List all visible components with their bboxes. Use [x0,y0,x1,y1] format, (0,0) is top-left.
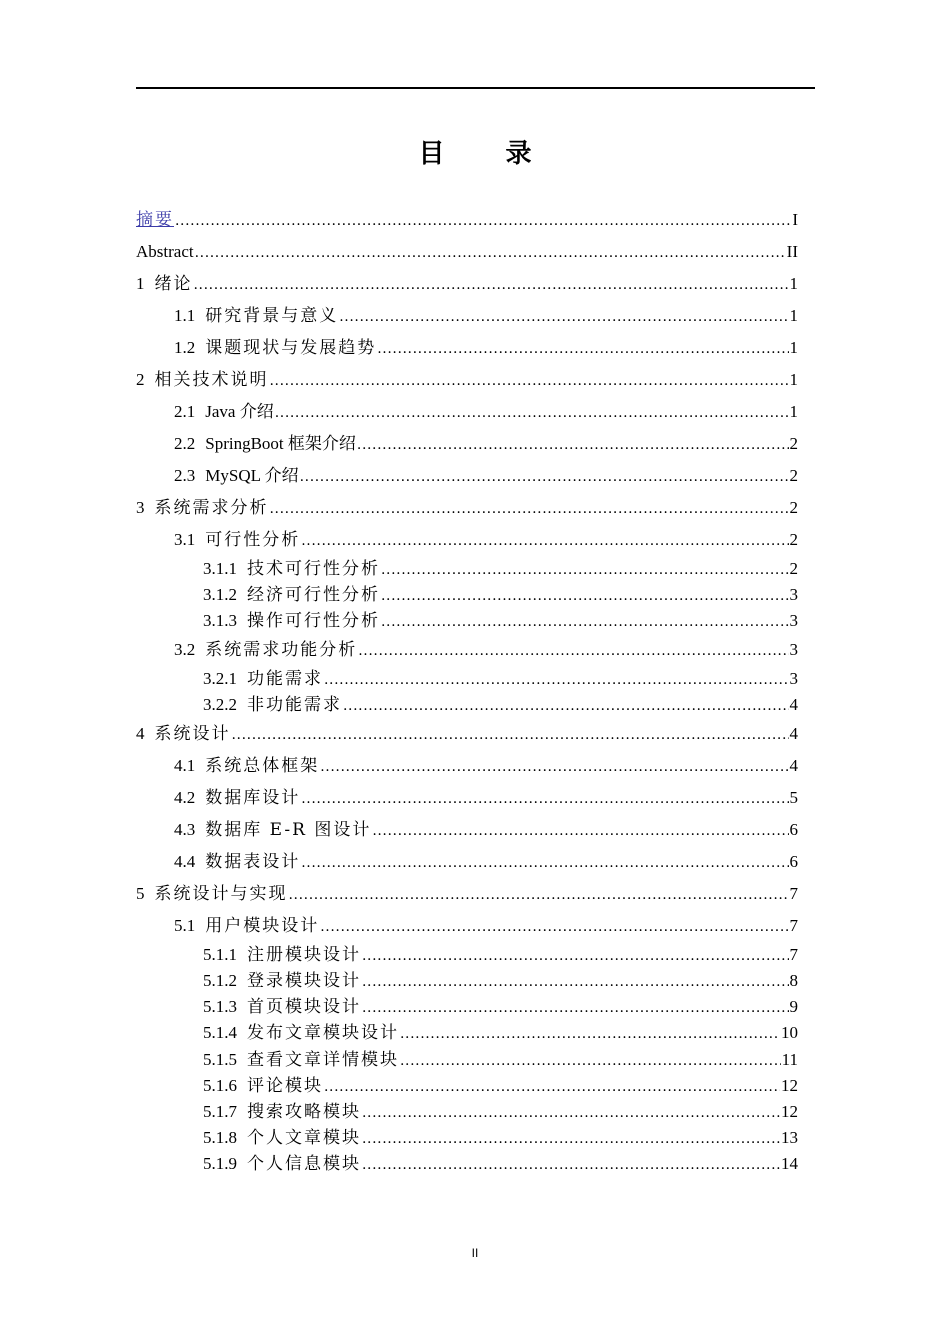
toc-entry[interactable] [203,610,798,632]
toc-entry-text: 系统需求分析 [154,498,269,518]
toc-entry-label [203,1075,323,1097]
toc-entry-text: 个人信息模块 [247,1154,361,1174]
dot-leader [320,755,788,777]
toc-entry[interactable] [203,970,798,992]
toc-entry-number: 2.2 [174,434,196,453]
toc-entry-page: 5 [789,788,798,807]
toc-entry[interactable] [203,1153,798,1175]
dot-leader [320,915,788,937]
toc-entry-page: 3 [789,585,798,604]
toc-entry-label [136,497,269,519]
toc-entry-number: 2 [136,370,145,389]
toc-entry-label [136,883,288,905]
toc-entry-text: 摘要 [136,210,174,230]
toc-entry-number: 5.1.3 [203,997,237,1016]
toc-entry-number: 5.1.4 [203,1023,237,1042]
toc-entry-label [136,241,194,263]
toc-entry-label [203,694,342,716]
toc-entry-text: 用户模块设计 [205,916,320,936]
toc-entry[interactable] [136,723,798,745]
toc-entry-number: 1 [136,274,145,293]
toc-entry-number: 3.1 [174,530,196,549]
toc-entry-page: 7 [789,916,798,935]
toc-entry-label [174,851,300,873]
dot-leader [270,497,789,519]
dot-leader [372,819,788,841]
toc-entry-page: 13 [781,1128,798,1147]
dot-leader [362,1153,780,1175]
toc-entry-label [136,209,174,231]
toc-entry[interactable] [203,1127,798,1149]
dot-leader [301,787,788,809]
toc-entry[interactable] [136,369,798,391]
toc-entry-label [203,944,361,966]
toc-entry-page: 12 [781,1102,798,1121]
toc-entry-label [136,273,193,295]
toc-entry-page: 3 [789,669,798,688]
page-title: 目 录 [418,139,558,169]
toc-entry-text: 功能需求 [247,669,323,689]
toc-entry-number: 5.1.6 [203,1076,237,1095]
toc-entry-number: 3.2.1 [203,669,237,688]
toc-entry-page: 14 [781,1154,798,1173]
toc-entry-label [203,1022,399,1044]
toc-entry[interactable] [174,337,798,359]
toc-entry[interactable] [174,401,798,423]
dot-leader [301,851,788,873]
toc-entry[interactable] [203,1049,798,1071]
toc-entry-number: 5.1 [174,916,196,935]
toc-entry-label [174,465,299,487]
toc-entry-number: 3.1.1 [203,559,237,578]
toc-entry-page: 1 [789,402,798,421]
toc-entry-number: 5.1.2 [203,971,237,990]
dot-leader [362,944,789,966]
toc-entry-label [174,305,338,327]
toc-entry-page: 8 [789,971,798,990]
toc-entry-text: 经济可行性分析 [247,585,380,605]
toc-entry-page: 7 [789,945,798,964]
dot-leader [232,723,789,745]
toc-entry-text: 系统需求功能分析 [205,640,358,660]
toc-entry-label [174,819,371,841]
toc-entry-label [203,558,380,580]
toc-entry[interactable] [203,668,798,690]
toc-entry-number: 5.1.8 [203,1128,237,1147]
toc-entry[interactable] [174,529,798,551]
dot-leader [362,996,789,1018]
dot-leader [362,1127,780,1149]
toc-entry[interactable] [136,273,798,295]
toc-entry-page: 2 [789,559,798,578]
toc-entry-text: 技术可行性分析 [247,559,380,579]
dot-leader [300,465,789,487]
toc-entry-number: 3.2.2 [203,695,237,714]
toc-entry-text: 个人文章模块 [247,1128,361,1148]
toc-entry-text: 数据库 E-R 图设计 [205,820,372,840]
toc-entry-number: 4.2 [174,788,196,807]
toc-entry[interactable] [174,819,798,841]
toc-entry-label [203,1101,361,1123]
toc-entry-page: 9 [789,997,798,1016]
toc-entry[interactable] [203,1101,798,1123]
dot-leader [362,1101,780,1123]
toc-entry-text: 课题现状与发展趋势 [205,338,377,358]
toc-entry-text: MySQL 介绍 [205,466,299,485]
toc-entry-number: 2.1 [174,402,196,421]
toc-entry[interactable] [203,584,798,606]
toc-entry[interactable] [174,915,798,937]
toc-entry[interactable] [174,639,798,661]
toc-entry-text: 相关技术说明 [154,370,269,390]
toc-entry-text: 登录模块设计 [247,971,361,991]
toc-entry-label [203,1127,361,1149]
toc-entry[interactable] [203,694,798,716]
toc-entry-label [174,639,357,661]
toc-entry-text: 系统总体框架 [205,756,320,776]
toc-entry-text: 数据库设计 [205,788,301,808]
toc-entry-page: 3 [789,640,798,659]
toc-entry-page: 2 [789,434,798,453]
dot-leader [289,883,789,905]
toc-entry-text: 非功能需求 [247,695,342,715]
toc-entry-number: 4.1 [174,756,196,775]
toc-entry-text: 系统设计 [154,724,231,744]
toc-entry[interactable] [136,497,798,519]
toc-entry-text: 发布文章模块设计 [247,1023,399,1043]
dot-leader [357,433,789,455]
toc-entry-text: 操作可行性分析 [247,611,380,631]
toc-entry[interactable] [203,944,798,966]
toc-entry-text: 研究背景与意义 [205,306,339,326]
toc-entry-number: 4.4 [174,852,196,871]
toc-entry-number: 4.3 [174,820,196,839]
dot-leader [301,529,788,551]
dot-leader [175,209,791,231]
toc-entry-text: SpringBoot 框架介绍 [205,434,356,453]
toc-entry-text: 查看文章详情模块 [247,1050,399,1070]
toc-entry-label [174,787,300,809]
dot-leader [194,273,789,295]
page-number: II [471,1246,479,1260]
toc-entry-label [174,337,376,359]
dot-leader [275,401,789,423]
toc-entry-label [174,433,356,455]
toc-entry-text: 搜索攻略模块 [247,1102,361,1122]
toc-entry-text: 系统设计与实现 [154,884,288,904]
toc-entry-page: 3 [789,611,798,630]
toc-entry-page: II [786,242,798,261]
toc-entry[interactable] [203,558,798,580]
dot-leader [270,369,789,391]
toc-entry-number: 5.1.7 [203,1102,237,1121]
toc-entry-label [136,369,269,391]
toc-entry-page: 4 [789,695,798,714]
dot-leader [362,970,789,992]
toc-entry-page: 1 [789,338,798,357]
toc-entry-label [174,755,319,777]
dot-leader [324,668,789,690]
toc-entry[interactable] [174,305,798,327]
toc-entry-number: 3.1.3 [203,611,237,630]
dot-leader [358,639,788,661]
toc-entry-number: 3.2 [174,640,196,659]
dot-leader [195,241,786,263]
toc-entry-number: 3.1.2 [203,585,237,604]
toc-entry-label [203,1049,399,1071]
toc-entry[interactable] [174,433,798,455]
header-rule [136,87,815,89]
toc-entry-text: Java 介绍 [205,402,274,421]
toc-entry-page: 4 [789,724,798,743]
toc-entry[interactable] [136,883,798,905]
toc-entry-page: 6 [789,820,798,839]
toc-entry[interactable] [136,209,798,231]
toc-entry-number: 2.3 [174,466,196,485]
toc-entry[interactable] [174,787,798,809]
toc-entry-page: 2 [789,530,798,549]
toc-entry-label [203,996,361,1018]
toc-entry-label [203,668,323,690]
dot-leader [400,1049,781,1071]
toc-entry-number: 5.1.1 [203,945,237,964]
toc-entry-page: 1 [789,306,798,325]
toc-entry-page: 11 [781,1050,798,1069]
dot-leader [381,584,789,606]
toc-entry-page: I [792,210,798,229]
toc-entry-label [203,1153,361,1175]
toc-entry-text: Abstract [136,242,194,261]
toc-entry[interactable] [174,755,798,777]
toc-entry-text: 绪论 [154,274,193,294]
toc-entry-page: 1 [789,370,798,389]
dot-leader [339,305,788,327]
toc-entry-page: 6 [789,852,798,871]
dot-leader [381,558,789,580]
toc-entry-text: 注册模块设计 [247,945,361,965]
toc-entry-number: 5.1.9 [203,1154,237,1173]
toc-entry-label [203,610,380,632]
toc-entry-text: 数据表设计 [205,852,301,872]
dot-leader [381,610,789,632]
toc-entry[interactable] [174,465,798,487]
toc-entry-page: 1 [789,274,798,293]
toc-entry-label [203,584,380,606]
toc-entry-text: 评论模块 [247,1076,323,1096]
toc-entry[interactable] [203,996,798,1018]
toc-entry-number: 5 [136,884,145,903]
toc-entry[interactable] [174,851,798,873]
toc-entry-page: 10 [781,1023,798,1042]
toc-entry-page: 7 [789,884,798,903]
toc-entry-label [136,723,231,745]
toc-entry-text: 可行性分析 [205,530,301,550]
toc-entry-label [174,529,300,551]
toc-entry-page: 2 [789,466,798,485]
dot-leader [400,1022,780,1044]
toc-entry-label [203,970,361,992]
toc-entry-number: 3 [136,498,145,517]
toc-entry-page: 12 [781,1076,798,1095]
toc-entry-page: 2 [789,498,798,517]
toc-entry[interactable] [203,1075,798,1097]
toc-entry-label [174,915,319,937]
toc-entry-number: 4 [136,724,145,743]
toc-entry[interactable] [136,241,798,263]
toc-entry-number: 5.1.5 [203,1050,237,1069]
toc-entry-text: 首页模块设计 [247,997,361,1017]
toc-entry-page: 4 [789,756,798,775]
dot-leader [343,694,789,716]
dot-leader [377,337,788,359]
toc-entry-number: 1.2 [174,338,196,357]
toc-entry-label [174,401,274,423]
toc-entry[interactable] [203,1022,798,1044]
dot-leader [324,1075,780,1097]
toc-entry-number: 1.1 [174,306,196,325]
